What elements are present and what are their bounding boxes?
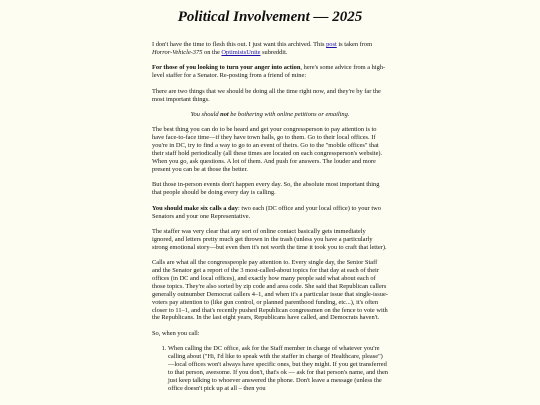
source-author: Horror-Vehicle-375 bbox=[152, 48, 203, 56]
in-person-paragraph: But those in-person events don't happen every day. So, the absolute most important thing that people should be doing every day is calling. bbox=[152, 181, 380, 197]
list-item: 1. When calling the DC office, ask for the Staff member in charge of whatever you're calling about ("Hi, I'd like to speak with the staffer in charge of Healthcare, please")—local offices won't always have specific ones, but they might. If you get transferred to that person, awesome. If you don't, that's ok — ask for that person's name, and then just keep talking to whoever answered the phone. Don't leave a message (unless the office doesn't pick up at all – then you bbox=[168, 345, 388, 392]
lead-paragraph bbox=[152, 64, 388, 80]
six-calls-paragraph bbox=[152, 205, 388, 221]
intro-text-3: on the bbox=[202, 48, 222, 56]
so-when-paragraph: So, when you call: bbox=[152, 329, 200, 337]
subreddit-link[interactable]: OptimistsUnite bbox=[221, 48, 261, 56]
intro-text-2: is taken from bbox=[336, 41, 373, 48]
steps-list bbox=[152, 345, 388, 392]
six-calls-rest: : two each (DC office and your local office) to your two Senators and your one Representative. bbox=[152, 204, 381, 220]
six-calls-bold: You should make six calls a day bbox=[152, 204, 238, 212]
lead-rest: , here's some advice from a high-level staffer for a Senator. Re-posting from a friend of mine: bbox=[152, 64, 386, 80]
should-before: You should bbox=[190, 110, 221, 118]
should-not-paragraph bbox=[152, 111, 388, 119]
page-title: Political Involvement — 2025 bbox=[177, 9, 363, 25]
article-body bbox=[152, 41, 388, 393]
should-not-word: not bbox=[220, 110, 229, 118]
intro-suffix: subreddit. bbox=[260, 48, 288, 56]
intro-paragraph bbox=[152, 41, 388, 57]
intro-text: I don't have the time to flesh this out. I just want this archived. This bbox=[152, 41, 327, 48]
staffer-paragraph: The staffer was very clear that any sort of online contact basically gets immediately ignored, and letters pretty much get thrown in the trash (unless you have a particularly strong emotional story—but even then it's not worth the time it took you to craft that letter). bbox=[152, 227, 387, 251]
post-link[interactable]: post bbox=[326, 41, 337, 48]
lead-bold: For those of you looking to turn your anger into action bbox=[152, 64, 301, 72]
calls-paragraph: Calls are what all the congresspeople pay attention to. Every single day, the Senior Staff and the Senator get a report of the 3 most-called-about topics for that day at each of their offices (in DC and local offices), and exactly how many people said what about each of those topics. They're also sorted by zip code and area code. She said that Republican callers generally outnumber Democrat callers 4–1, and when it's a particular issue that single-issue-voters pay attention to (like gun control, or planned parenthood funding, etc...), it's often closer to 11–1, and that's recently pushed Republican congressmen on the fence to vote with the Republicans. In the last eight years, Republicans have called, and Democrats haven't. bbox=[152, 259, 388, 322]
best-thing-paragraph: The best thing you can do to be heard and get your congressperson to pay attention is to have face-to-face time—if they have town halls, go to them. Go to their local offices. If you're in DC, try to find a way to go to an event of theirs. Go to the "mobile offices" that their staff hold periodically (all these times are located on each congressperson's website). When you go, ask questions. A lot of them. And push for answers. The louder and more present you can be at those the better. bbox=[152, 126, 383, 173]
should-not-line bbox=[191, 111, 350, 118]
should-after: be bothering with online petitions or emailing. bbox=[228, 110, 350, 118]
two-things-paragraph: There are two things that we should be doing all the time right now, and they're by far the most important things. bbox=[152, 87, 381, 103]
